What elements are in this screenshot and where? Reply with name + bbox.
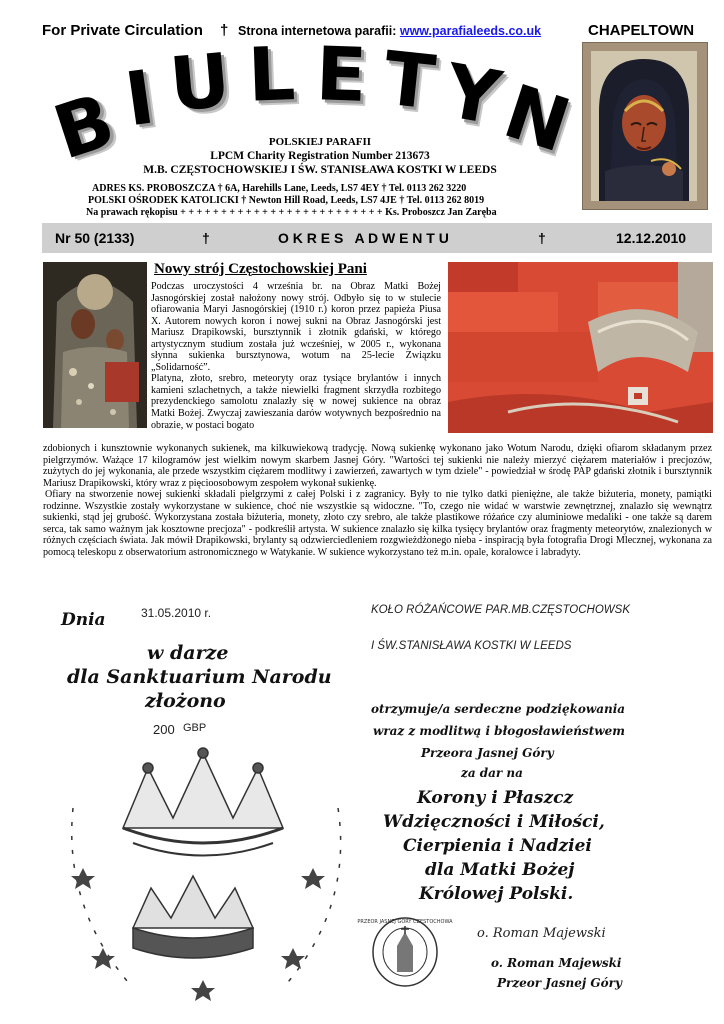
cert-dnia: Dnia xyxy=(61,610,106,630)
cert-signer-title: Przeor Jasnej Góry xyxy=(497,976,622,990)
dagger-icon: † xyxy=(538,230,546,246)
dagger-icon: † xyxy=(202,230,210,246)
website-link[interactable]: www.parafialeeds.co.uk xyxy=(399,24,542,38)
cert-gift-line-3: złożono xyxy=(145,690,226,712)
masthead-letter-n: N xyxy=(494,68,580,170)
article-paragraph: Platyna, złoto, srebro, meteoryty oraz tysiące brylantów i innych kamieni szlachetnych, a także niewielki fragment skrzydła rozbitego prezydenckiego samolotu znalazły się w nowej sukience na obraz Matki Bożej. Zwyczaj zawieszania darów wotywnych bezpośrednio na obrazie, w postaci bogato xyxy=(151,373,441,431)
cert-amount: 200 xyxy=(153,722,175,737)
masthead-letter-y: Y xyxy=(438,48,507,142)
cert-thanks-line: za dar na xyxy=(461,766,523,780)
parish-line-1: POLSKIEJ PARAFII xyxy=(268,136,372,148)
cert-signer-name: o. Roman Majewski xyxy=(491,956,622,970)
coral-dress-detail xyxy=(448,262,713,433)
top-line xyxy=(42,22,702,44)
masthead-letter-e: E xyxy=(314,31,369,119)
donation-certificate xyxy=(55,598,665,1014)
masthead-letter-l: L xyxy=(246,31,297,119)
cert-rosary-circle-line-2: I ŚW.STANISŁAWA KOSTKI W LEEDS xyxy=(371,640,572,652)
issue-number: Nr 50 (2133) xyxy=(55,230,135,246)
cert-gift-title: Królowej Polski. xyxy=(419,884,574,904)
cert-gift-line-2: dla Sanktuarium Narodu xyxy=(67,666,332,688)
article-column xyxy=(151,281,441,431)
article-body xyxy=(43,443,712,558)
chapeltown-label: CHAPELTOWN xyxy=(588,22,695,39)
dagger-icon: † xyxy=(220,22,229,39)
cert-signature: o. Roman Majewski xyxy=(477,926,606,941)
parish-name: M.B. CZĘSTOCHOWSKIEJ I ŚW. STANISŁAWA KOSTKI W LEEDS xyxy=(143,164,497,176)
madonna-dress-photo xyxy=(43,262,147,428)
cert-date: 31.05.2010 r. xyxy=(141,606,212,620)
cert-rosary-circle-line-1: KOŁO RÓŻAŃCOWE PAR.MB.CZĘSTOCHOWSK xyxy=(371,604,630,616)
cert-currency: GBP xyxy=(183,722,207,734)
cert-gift-title: Korony i Płaszcz xyxy=(417,788,574,808)
address-line-1: ADRES KS. PROBOSZCZA † 6A, Harehills Lane, Leeds, LS7 4EY † Tel. 0113 262 3220 xyxy=(92,183,467,194)
crowns-drawing xyxy=(63,748,353,1010)
parish-registration: LPCM Charity Registration Number 213673 xyxy=(210,150,430,162)
issue-band xyxy=(42,223,712,253)
cert-thanks-line: Przeora Jasnej Góry xyxy=(421,746,554,760)
cert-thanks-line: wraz z modlitwą i błogosławieństwem xyxy=(373,724,625,738)
madonna-photo xyxy=(43,262,147,428)
cert-gift-line-1: w darze xyxy=(147,642,229,664)
article-title: Nowy strój Częstochowskiej Pani xyxy=(154,261,367,277)
article-paragraph: Ofiary na stworzenie nowej sukienki składali pielgrzymi z całej Polski i z zagranicy. Były to nie tylko datki pieniężne, ale także biżuteria, monety, pamiątki rodzinne. Wszystkie zostały wykorzystane w sukience, choć nie wszystkie są widoczne. "To, czego nie widać w warstwie zewnętrznej, znalazło się wewnątrz sukienki, stąd jej grubość. Wykorzystana została biżuteria, monety, złoto czy srebro, ale także plastikowe różańce czy aluminiowe medaliki - one także są darem serca, tak samo ważnym jak kosztowne precjoza" - podkreślił artysta. W sukience znalazło się kilka tysięcy brylantów oraz fragmenty meteorytów, znalezionych w różnych częściach świata. Jak mówił Drapikowski, brylanty są odzwierciedleniem rozgwieżdżonego nieba - inspiracją była fotografia Drogi Mlecznej, wykonana za pomocą teleskopu z obserwatorium astronomicznego w Watykanie. W sukience wykorzystano też m.in. opale, koralowce i labradyty. xyxy=(43,489,712,558)
masthead-letter-i: I xyxy=(120,54,160,144)
masthead-letter-u: U xyxy=(166,37,234,129)
madonna-icon-image xyxy=(582,42,708,210)
article-paragraph: Podczas uroczystości 4 września br. na Obraz Matki Bożej Jasnogórskiej został nałożony nowy strój. Odbyło się to w stulecie ofiarowania Maryi Jasnogórskiej (1910 r.) koron przez papieża Piusa X. Autorem nowych koron i nowej sukni na Obraz Jasnogórski jest Mariusz Drapikowski, bursztynnik i złotnik gdański, w którego artystycznym studium została już wcześniej, w 2005 r., wykonana słynna sukienka bursztynowa, wotum na 25-lecie Związku „Solidarność”. xyxy=(151,281,441,373)
dress-detail-photo xyxy=(448,262,713,433)
cert-gift-title: Wdzięczności i Miłości, xyxy=(383,812,605,832)
madonna-painting xyxy=(591,51,697,201)
cert-gift-title: dla Matki Bożej xyxy=(425,860,575,880)
website-label: Strona internetowa parafii: xyxy=(238,24,397,38)
prior-seal xyxy=(357,916,453,988)
address-line-3: Na prawach rękopisu + + + + + + + + + + + + + + + + + + + + + + + + + Ks. Proboszcz Jan Zaręba xyxy=(86,207,497,218)
address-line-2: POLSKI OŚRODEK KATOLICKI † Newton Hill Road, Leeds, LS7 4JE † Tel. 0113 262 8019 xyxy=(88,195,485,206)
article-paragraph: zdobionych i kunsztownie wykonanych sukienek, ma kilkuwiekową tradycję. Nową sukienkę wykonano jako Wotum Narodu, dzięki ofiarom składanym przez pielgrzymów. Ważące 17 kilogramów jest wielkim nowym skarbem Jasnej Góry. "Wartości tej sukienki nie należy mierzyć ciężarem materiałów i precjozów, zużytych do jej wykonania, ale przede wszystkim ciężarem modlitwy i zawierzeń, zawartych w tym dziele" - powiedział w środę PAP gdański złotnik i bursztynnik Mariusz Drapikowski, który wraz z pięcioosobowym zespołem wykonał sukienkę. xyxy=(43,443,712,489)
season-title: O K R E S A D W E N T U xyxy=(278,230,449,246)
private-circulation-label: For Private Circulation xyxy=(42,22,203,39)
masthead-letter-t: T xyxy=(379,35,439,127)
cert-thanks-line: otrzymuje/a serdeczne podziękowania xyxy=(371,702,626,716)
issue-date: 12.12.2010 xyxy=(616,230,687,246)
cert-gift-title: Cierpienia i Nadziei xyxy=(403,836,592,856)
masthead-letter-b: B xyxy=(44,77,125,177)
seal-text: PRZEOR JASNEJ GÓRY CZĘSTOCHOWA xyxy=(357,919,453,925)
